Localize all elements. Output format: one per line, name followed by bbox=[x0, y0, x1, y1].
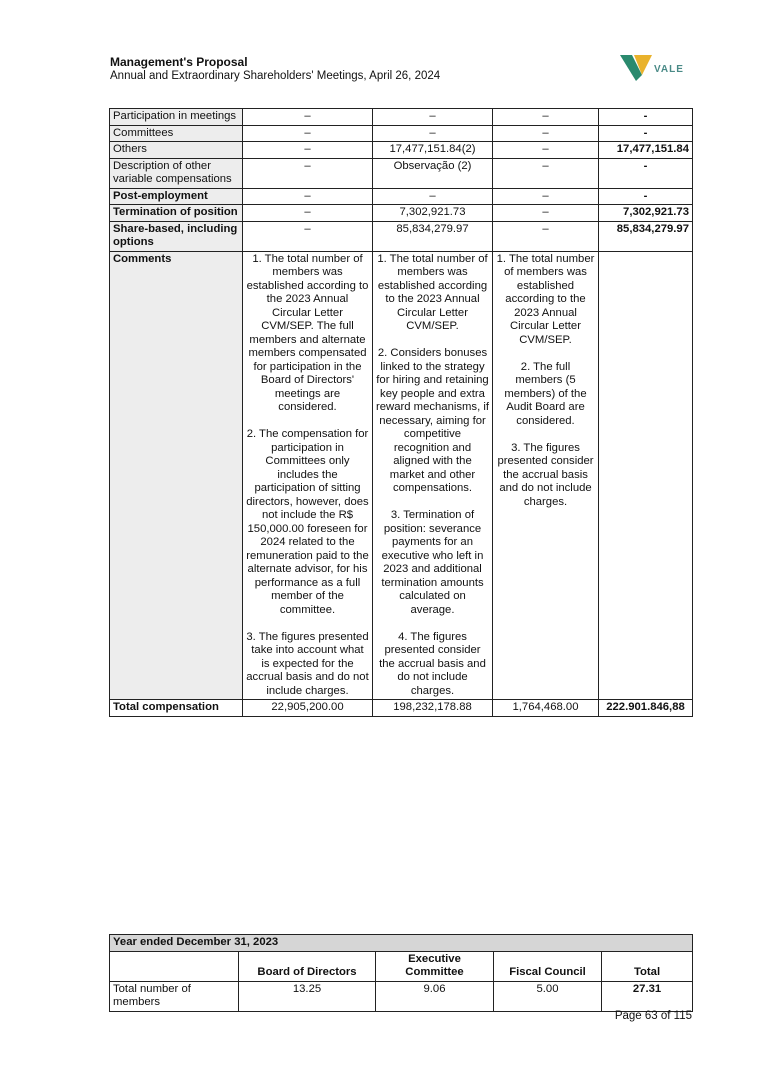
cell-total: 222.901.846,88 bbox=[599, 700, 693, 717]
comment-paragraph: 1. The total number of members was established according to the 2023 Annual Circular Letter CVM/SEP. bbox=[496, 252, 595, 346]
cell-fiscal: – bbox=[493, 142, 599, 159]
year-heading: Year ended December 31, 2023 bbox=[110, 935, 693, 952]
cell-board: 13.25 bbox=[239, 981, 376, 1011]
comment-paragraph: 1. The total number of members was established according to the 2023 Annual Circular Letter CVM/SEP. bbox=[377, 252, 488, 332]
cell-total: - bbox=[599, 125, 693, 142]
total-row bbox=[110, 700, 693, 717]
cell-fiscal: – bbox=[493, 158, 599, 188]
cell-executive: – bbox=[373, 125, 493, 142]
table-row bbox=[110, 188, 693, 205]
compensation-table bbox=[109, 108, 693, 717]
col-board: Board of Directors bbox=[239, 951, 376, 981]
cell-total: - bbox=[599, 158, 693, 188]
cell-board: 22,905,200.00 bbox=[243, 700, 373, 717]
cell-fiscal: – bbox=[493, 188, 599, 205]
row-label: Participation in meetings bbox=[110, 109, 243, 126]
row-label: Total number of members bbox=[110, 981, 239, 1011]
table-row bbox=[110, 109, 693, 126]
cell-board: – bbox=[243, 188, 373, 205]
row-label: Description of other variable compensations bbox=[110, 158, 243, 188]
cell-fiscal: 5.00 bbox=[494, 981, 602, 1011]
cell-board: – bbox=[243, 125, 373, 142]
cell-executive: 85,834,279.97 bbox=[373, 221, 493, 251]
cell-executive: 17,477,151.84(2) bbox=[373, 142, 493, 159]
page-number: Page 63 of 115 bbox=[614, 1010, 692, 1022]
comments-row bbox=[110, 251, 693, 700]
table-row bbox=[110, 981, 693, 1011]
cell-total: - bbox=[599, 109, 693, 126]
comments-executive bbox=[373, 251, 493, 700]
cell-board: – bbox=[243, 158, 373, 188]
row-label: Others bbox=[110, 142, 243, 159]
cell-total: 17,477,151.84 bbox=[599, 142, 693, 159]
cell-total: 7,302,921.73 bbox=[599, 205, 693, 222]
cell-fiscal: – bbox=[493, 221, 599, 251]
cell-executive: 9.06 bbox=[376, 981, 494, 1011]
comment-paragraph: 4. The figures presented consider the accrual basis and do not include charges. bbox=[379, 630, 486, 697]
comment-paragraph: 2. The full members (5 members) of the Audit Board are considered. bbox=[504, 360, 587, 427]
table-row bbox=[110, 205, 693, 222]
cell-executive: – bbox=[373, 109, 493, 126]
row-label: Committees bbox=[110, 125, 243, 142]
cell-fiscal: – bbox=[493, 109, 599, 126]
cell-executive: – bbox=[373, 188, 493, 205]
cell-fiscal: – bbox=[493, 205, 599, 222]
cell-board: – bbox=[243, 109, 373, 126]
col-fiscal: Fiscal Council bbox=[494, 951, 602, 981]
row-label: Termination of position bbox=[110, 205, 243, 222]
header-blank bbox=[110, 951, 239, 981]
cell-total: - bbox=[599, 188, 693, 205]
table-row bbox=[110, 158, 693, 188]
cell-fiscal: 1,764,468.00 bbox=[493, 700, 599, 717]
vale-logo-text: VALE bbox=[654, 64, 684, 75]
comment-paragraph: 3. Termination of position: severance payments for an executive who left in 2023 and additional termination amounts calculated on average. bbox=[381, 509, 484, 616]
col-total: Total bbox=[602, 951, 693, 981]
cell-total: 27.31 bbox=[602, 981, 693, 1011]
row-label: Post-employment bbox=[110, 188, 243, 205]
table-row bbox=[110, 221, 693, 251]
row-label: Comments bbox=[110, 251, 243, 700]
cell-fiscal: – bbox=[493, 125, 599, 142]
comments-total bbox=[599, 251, 693, 700]
cell-executive: Observação (2) bbox=[373, 158, 493, 188]
cell-executive: 7,302,921.73 bbox=[373, 205, 493, 222]
comment-paragraph: 1. The total number of members was established according to the 2023 Annual Circular Letter CVM/SEP. The full members and alternate members compensated for participation in the Board of Directors' meetings are considered. bbox=[246, 252, 369, 413]
year-2023-table bbox=[109, 934, 693, 1012]
table-row bbox=[110, 125, 693, 142]
document-subtitle: Annual and Extraordinary Shareholders' Meetings, April 26, 2024 bbox=[110, 70, 441, 82]
table-row bbox=[110, 142, 693, 159]
cell-board: – bbox=[243, 221, 373, 251]
col-executive: Executive Committee bbox=[376, 951, 494, 981]
document-title: Management's Proposal bbox=[110, 55, 248, 69]
comment-paragraph: 2. The compensation for participation in Committees only includes the participation of sitting directors, however, does not include the R$ 150,000.00 foreseen for 2024 related to the remuneration paid to the alternate advisor, for his performance as a full member of the committee. bbox=[246, 428, 369, 616]
cell-executive: 198,232,178.88 bbox=[373, 700, 493, 717]
cell-board: – bbox=[243, 142, 373, 159]
row-label: Total compensation bbox=[110, 700, 243, 717]
comment-paragraph: 3. The figures presented consider the accrual basis and do not include charges. bbox=[497, 441, 594, 508]
comment-paragraph: 3. The figures presented take into account what is expected for the accrual basis and do not include charges. bbox=[246, 630, 369, 697]
comment-paragraph: 2. Considers bonuses linked to the strategy for hiring and retaining key people and extra reward mechanisms, if necessary, aiming for competitive recognition and aligned with the market and other compensations. bbox=[376, 347, 490, 494]
row-label: Share-based, including options bbox=[110, 221, 243, 251]
comments-fiscal bbox=[493, 251, 599, 700]
cell-total: 85,834,279.97 bbox=[599, 221, 693, 251]
cell-board: – bbox=[243, 205, 373, 222]
comments-board bbox=[243, 251, 373, 700]
